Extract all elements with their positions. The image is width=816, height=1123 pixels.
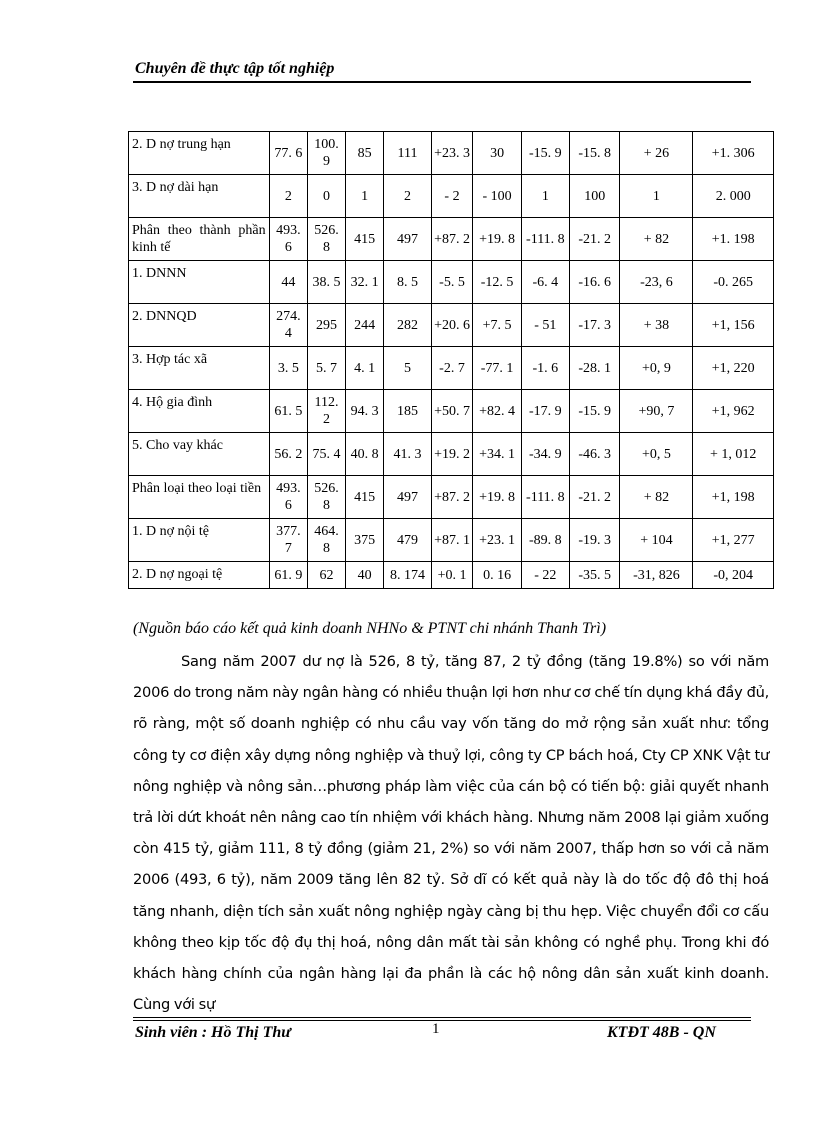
table-cell: 274. 4 (269, 304, 308, 347)
header-title: Chuyên đề thực tập tốt nghiệp (135, 60, 335, 77)
table-cell: 526. 8 (308, 218, 346, 261)
table-cell: 0 (308, 175, 346, 218)
table-cell: 1 (345, 175, 384, 218)
table-cell: +20. 6 (431, 304, 473, 347)
table-cell: +87. 2 (431, 476, 473, 519)
table-cell: -31, 826 (620, 562, 693, 589)
table-cell: -34. 9 (521, 433, 569, 476)
table-cell: 497 (384, 476, 431, 519)
table-cell: +1, 962 (693, 390, 774, 433)
table-cell: - 100 (473, 175, 521, 218)
row-label: 2. D nợ ngoại tệ (129, 562, 270, 589)
table-cell: 100. 9 (308, 132, 346, 175)
row-label: Phân theo thành phần kinh tế (129, 218, 270, 261)
table-cell: -35. 5 (570, 562, 620, 589)
footer-rule-bottom (133, 1020, 751, 1021)
table-cell: 94. 3 (345, 390, 384, 433)
footer-student: Sinh viên : Hồ Thị Thư (135, 1024, 291, 1041)
table-cell: -0. 265 (693, 261, 774, 304)
row-label: 1. DNNN (129, 261, 270, 304)
table-cell: +19. 8 (473, 476, 521, 519)
table-cell: -28. 1 (570, 347, 620, 390)
table-cell: 244 (345, 304, 384, 347)
table-cell: -19. 3 (570, 519, 620, 562)
table-cell: 100 (570, 175, 620, 218)
table-cell: 295 (308, 304, 346, 347)
table-cell: -16. 6 (570, 261, 620, 304)
table-cell: 282 (384, 304, 431, 347)
table-cell: 415 (345, 218, 384, 261)
table-cell: 38. 5 (308, 261, 346, 304)
table-cell: +0, 5 (620, 433, 693, 476)
table-cell: 415 (345, 476, 384, 519)
table-cell: +34. 1 (473, 433, 521, 476)
table-row (129, 218, 774, 261)
header-rule (133, 81, 751, 83)
table-cell: -5. 5 (431, 261, 473, 304)
table-cell: +0. 1 (431, 562, 473, 589)
credit-table (128, 131, 774, 589)
footer-rule-top (133, 1017, 751, 1018)
table-cell: 2 (269, 175, 308, 218)
table-cell: 3. 5 (269, 347, 308, 390)
table-cell: 493. 6 (269, 218, 308, 261)
table-cell: -21. 2 (570, 218, 620, 261)
table-row (129, 433, 774, 476)
table-cell: +23. 1 (473, 519, 521, 562)
table-cell: 62 (308, 562, 346, 589)
table-cell: +50. 7 (431, 390, 473, 433)
table-cell: +1. 306 (693, 132, 774, 175)
source-note: (Nguồn báo cáo kết quả kinh doanh NHNo & PTNT chi nhánh Thanh Trì) (133, 620, 607, 637)
table-cell: -111. 8 (521, 218, 569, 261)
table-cell: -46. 3 (570, 433, 620, 476)
table-cell: +23. 3 (431, 132, 473, 175)
table-cell: -111. 8 (521, 476, 569, 519)
table-cell: 185 (384, 390, 431, 433)
table-cell: +0, 9 (620, 347, 693, 390)
table-row (129, 562, 774, 589)
table-cell: -17. 3 (570, 304, 620, 347)
table-cell: 112. 2 (308, 390, 346, 433)
table-cell: + 26 (620, 132, 693, 175)
body-paragraph: Sang năm 2007 dư nợ là 526, 8 tỷ, tăng 87, 2 tỷ đồng (tăng 19.8%) so với năm 2006 do trong năm này ngân hàng có nhiều thuận lợi hơn như cơ chế tín dụng khá đầy đủ, rõ ràng, một số doanh nghiệp có nhu cầu vay vốn tăng do mở rộng sản xuất như: tổng công ty cơ điện xây dựng nông nghiệp và thuỷ lợi, công ty CP bách hoá, Cty CP XNK Vật tư nông nghiệp và nông sản…phương pháp làm việc của cán bộ có tiến bộ: giải quyết nhanh trả lời dứt khoát nên nâng cao tín nhiệm với khách hàng. Nhưng năm 2008 lại giảm xuống còn 415 tỷ, giảm 111, 8 tỷ đồng (giảm 21, 2%) so với năm 2007, thấp hơn so với cả năm 2006 (493, 6 tỷ), năm 2009 tăng lên 82 tỷ. Sở dĩ có kết quả này là do tốc độ đô thị hoá tăng nhanh, diện tích sản xuất nông nghiệp ngày càng bị thu hẹp. Việc chuyển đổi cơ cấu không theo kịp tốc độ đụ thị hoá, nông dân mất tài sản không có nghề phụ. Trong khi đó khách hàng chính của ngân hàng lại đa phần là các hộ nông dân sản xuất kinh doanh. Cùng với sự (133, 653, 769, 1014)
table-row (129, 261, 774, 304)
table-row (129, 132, 774, 175)
table-cell: +90, 7 (620, 390, 693, 433)
table-cell: +1, 156 (693, 304, 774, 347)
table-cell: 41. 3 (384, 433, 431, 476)
table-cell: +1, 277 (693, 519, 774, 562)
table-cell: +1, 198 (693, 476, 774, 519)
table-cell: 375 (345, 519, 384, 562)
table-cell: +19. 8 (473, 218, 521, 261)
row-label: 3. Hợp tác xã (129, 347, 270, 390)
table-row (129, 519, 774, 562)
table-cell: -1. 6 (521, 347, 569, 390)
table-cell: 75. 4 (308, 433, 346, 476)
row-label: 2. DNNQD (129, 304, 270, 347)
table-cell: 40. 8 (345, 433, 384, 476)
table-cell: 493. 6 (269, 476, 308, 519)
table-cell: 5. 7 (308, 347, 346, 390)
table-cell: 1 (521, 175, 569, 218)
table-row (129, 476, 774, 519)
table-cell: 8. 5 (384, 261, 431, 304)
table-cell: +7. 5 (473, 304, 521, 347)
table-cell: 44 (269, 261, 308, 304)
table-cell: 4. 1 (345, 347, 384, 390)
table-cell: -2. 7 (431, 347, 473, 390)
table-cell: +87. 2 (431, 218, 473, 261)
table-cell: + 1, 012 (693, 433, 774, 476)
row-label: Phân loại theo loại tiền (129, 476, 270, 519)
table-cell: + 82 (620, 218, 693, 261)
table-cell: 2 (384, 175, 431, 218)
table-cell: - 22 (521, 562, 569, 589)
table-cell: + 82 (620, 476, 693, 519)
table-cell: 497 (384, 218, 431, 261)
table-cell: 61. 5 (269, 390, 308, 433)
table-cell: 377. 7 (269, 519, 308, 562)
table-cell: 526. 8 (308, 476, 346, 519)
row-label: 5. Cho vay khác (129, 433, 270, 476)
table-cell: -15. 9 (521, 132, 569, 175)
table-cell: 5 (384, 347, 431, 390)
table-cell: -12. 5 (473, 261, 521, 304)
table-cell: -17. 9 (521, 390, 569, 433)
table-cell: +1. 198 (693, 218, 774, 261)
table-cell: 32. 1 (345, 261, 384, 304)
row-label: 3. D nợ dài hạn (129, 175, 270, 218)
table-cell: -21. 2 (570, 476, 620, 519)
table-cell: 464. 8 (308, 519, 346, 562)
table-cell: -23, 6 (620, 261, 693, 304)
table-cell: 77. 6 (269, 132, 308, 175)
table-cell: -77. 1 (473, 347, 521, 390)
table-cell: 8. 174 (384, 562, 431, 589)
table-cell: -89. 8 (521, 519, 569, 562)
footer-class: KTĐT 48B - QN (607, 1024, 716, 1041)
table-cell: 2. 000 (693, 175, 774, 218)
table-cell: 111 (384, 132, 431, 175)
table-cell: -15. 9 (570, 390, 620, 433)
table-cell: 40 (345, 562, 384, 589)
body-text (133, 646, 769, 1020)
table-cell: + 104 (620, 519, 693, 562)
table-cell: 56. 2 (269, 433, 308, 476)
row-label: 2. D nợ trung hạn (129, 132, 270, 175)
table-cell: 85 (345, 132, 384, 175)
table-cell: +1, 220 (693, 347, 774, 390)
table-cell: 479 (384, 519, 431, 562)
table-row (129, 347, 774, 390)
table-cell: +19. 2 (431, 433, 473, 476)
table-cell: 1 (620, 175, 693, 218)
page-number: 1 (432, 1021, 440, 1037)
table-cell: 30 (473, 132, 521, 175)
table-cell: - 51 (521, 304, 569, 347)
table-cell: +82. 4 (473, 390, 521, 433)
table-cell: +87. 1 (431, 519, 473, 562)
table-cell: 0. 16 (473, 562, 521, 589)
table-cell: 61. 9 (269, 562, 308, 589)
table-row (129, 175, 774, 218)
table-cell: -15. 8 (570, 132, 620, 175)
row-label: 1. D nợ nội tệ (129, 519, 270, 562)
table-cell: -6. 4 (521, 261, 569, 304)
table-row (129, 390, 774, 433)
table-row (129, 304, 774, 347)
row-label: 4. Hộ gia đình (129, 390, 270, 433)
table-cell: - 2 (431, 175, 473, 218)
table-cell: -0, 204 (693, 562, 774, 589)
table-cell: + 38 (620, 304, 693, 347)
